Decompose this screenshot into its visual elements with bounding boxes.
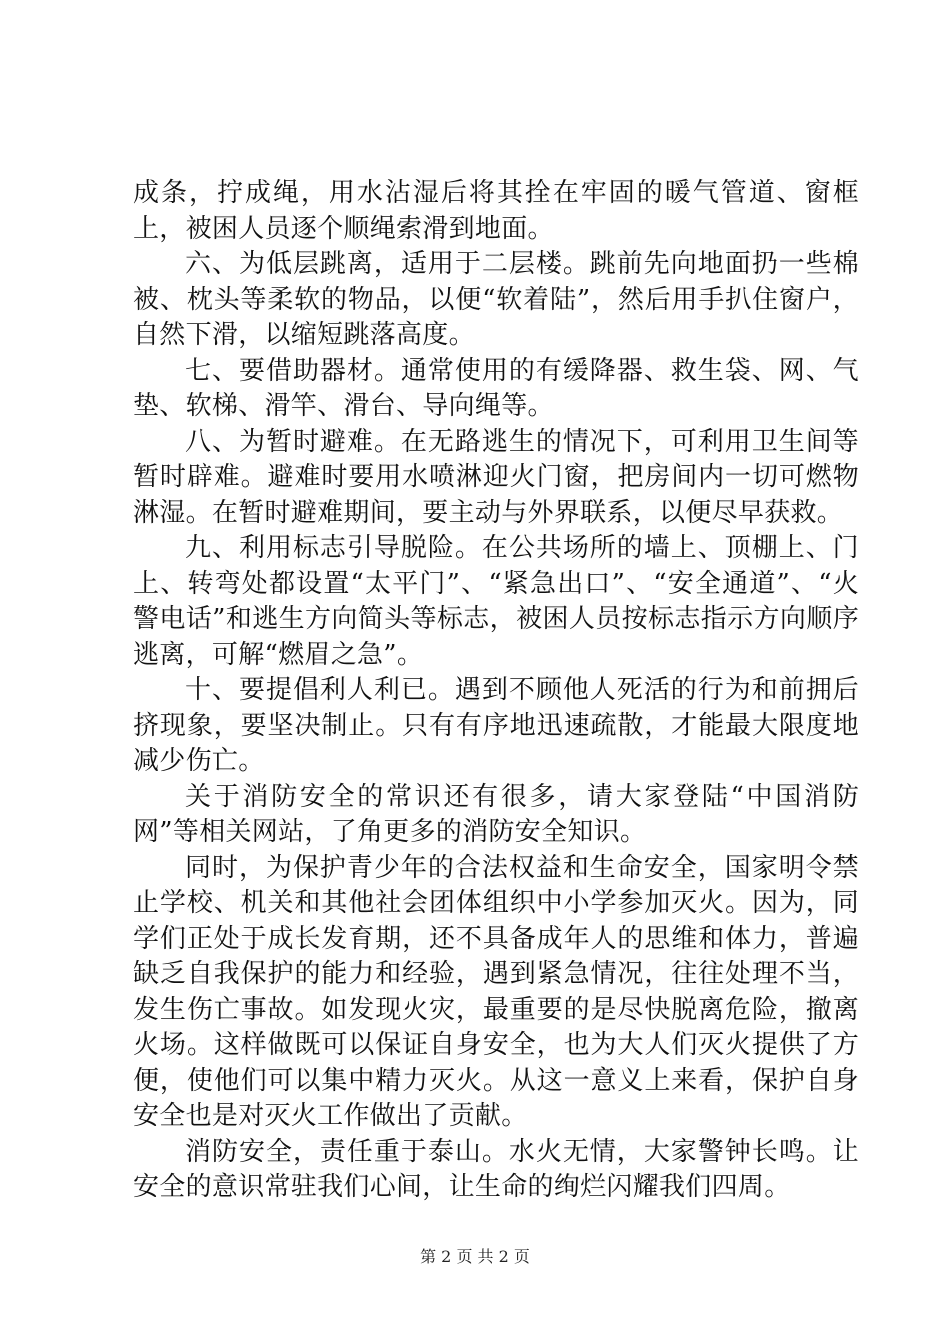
paragraph-item-9: 九、利用标志引导脱险。在公共场所的墙上、顶棚上、门上、转弯处都设置“太平门”、“紧急出口”、“安全通道”、“火警电话”和逃生方向简头等标志，被困人员按标志指示方向顺序逃离，可解“燃眉之急”。 xyxy=(133,533,859,670)
paragraph-youth-safety: 同时，为保护青少年的合法权益和生命安全，国家明令禁止学校、机关和其他社会团体组织中小学参加灭火。因为，同学们正处于成长发育期，还不具备成年人的思维和体力，普遍缺乏自我保护的能力和经验，遇到紧急情况，往往处理不当，发生伤亡事故。如发现火灾，最重要的是尽快脱离危险，撤离火场。这样做既可以保证自身安全，也为大人们灭火提供了方便，使他们可以集中精力灭火。从这一意义上来看，保护自身安全也是对灭火工作做出了贡献。 xyxy=(133,852,859,1131)
paragraph-item-8: 八、为暂时避难。在无路逃生的情况下，可利用卫生间等暂时辟难。避难时要用水喷淋迎火门窗，把房间内一切可燃物淋湿。在暂时避难期间，要主动与外界联系，以便尽早获救。 xyxy=(133,426,859,528)
paragraph-more-info: 关于消防安全的常识还有很多，请大家登陆“中国消防网”等相关网站，了角更多的消防安全知识。 xyxy=(133,781,859,847)
paragraph-item-10: 十、要提倡利人利已。遇到不顾他人死活的行为和前拥后挤现象，要坚决制止。只有有序地迅速疏散，才能最大限度地减少伤亡。 xyxy=(133,675,859,776)
paragraph-item-6: 六、为低层跳离，适用于二层楼。跳前先向地面扔一些棉被、枕头等柔软的物品，以便“软着陆”，然后用手扒住窗户，自然下滑，以缩短跳落高度。 xyxy=(133,249,859,350)
document-body xyxy=(133,176,859,1206)
paragraph-continued: 成条，拧成绳，用水沾湿后将其拴在牢固的暖气管道、窗框上，被困人员逐个顺绳索滑到地面。 xyxy=(133,178,859,244)
page-number-footer: 第 2 页 共 2 页 xyxy=(420,1247,530,1266)
paragraph-item-7: 七、要借助器材。通常使用的有缓降器、救生袋、网、气垫、软梯、滑竿、滑台、导向绳等。 xyxy=(133,355,859,421)
paragraph-closing: 消防安全，责任重于泰山。水火无情，大家警钟长鸣。让安全的意识常驻我们心间，让生命的绚烂闪耀我们四周。 xyxy=(133,1136,859,1202)
